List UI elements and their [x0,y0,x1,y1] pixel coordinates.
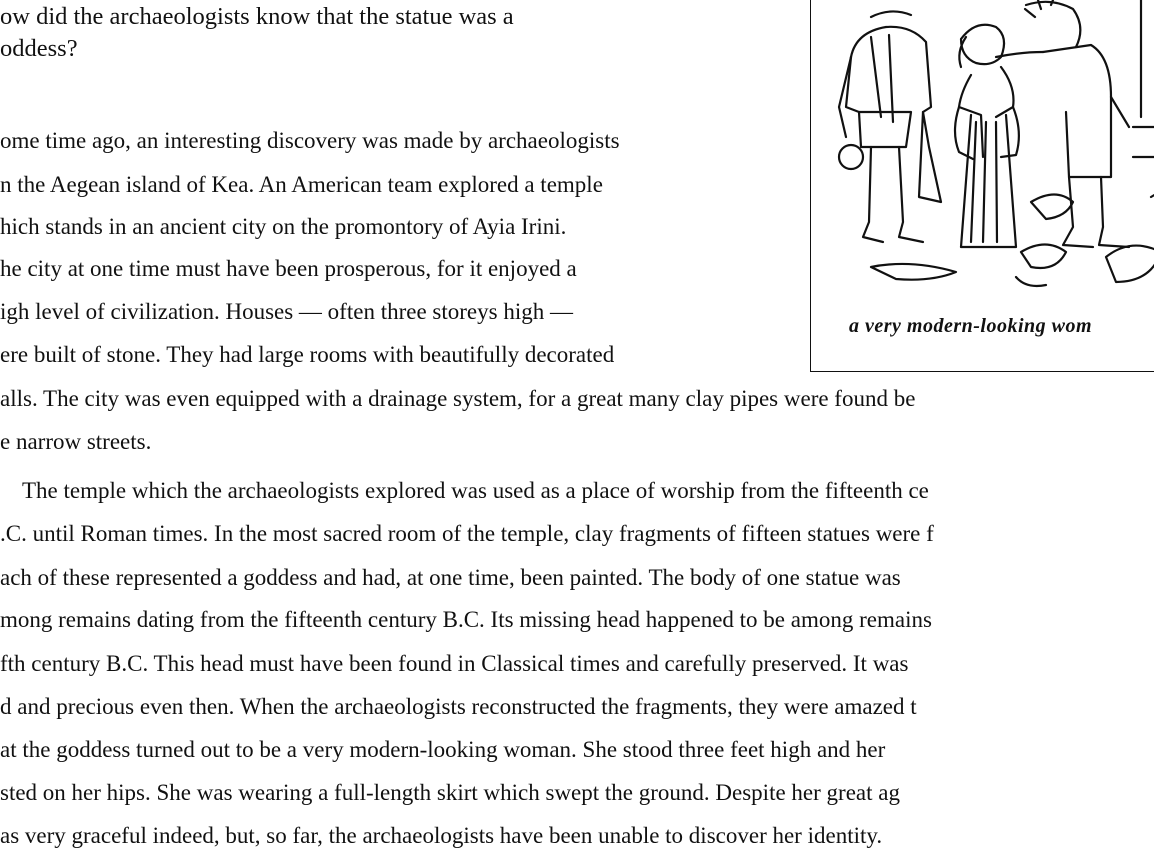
paragraph-1-line-4: he city at one time must have been prosperous, for it enjoyed a [0,256,577,281]
paragraph-2-line-3: ach of these represented a goddess and had, at one time, been painted. The body of one statue was [0,565,901,590]
paragraph-2-line-7: at the goddess turned out to be a very modern-looking woman. She stood three feet high and her [0,737,886,762]
figure-caption: a very modern-looking wom [849,315,1093,337]
paragraph-2-line-4: mong remains dating from the fifteenth century B.C. Its missing head happened to be among remains [0,607,932,632]
question-line-2: oddess? [0,35,78,62]
illustration-figure [810,0,1154,372]
paragraph-2-line-8: sted on her hips. She was wearing a full-length skirt which swept the ground. Despite her great ag [0,780,900,805]
paragraph-1-line-8: e narrow streets. [0,429,152,454]
question-line-1: ow did the archaeologists know that the statue was a [0,3,514,30]
paragraph-1-line-7: alls. The city was even equipped with a drainage system, for a great many clay pipes were found be [0,386,916,411]
paragraph-2-line-1: The temple which the archaeologists explored was used as a place of worship from the fifteenth ce [22,478,929,503]
paragraph-2-line-5: fth century B.C. This head must have been found in Classical times and carefully preserved. It was [0,651,909,676]
paragraph-2-line-9: as very graceful indeed, but, so far, the archaeologists have been unable to discover her identity. [0,823,883,848]
paragraph-1-line-6: ere built of stone. They had large rooms with beautifully decorated [0,342,615,367]
paragraph-2-line-2: .C. until Roman times. In the most sacred room of the temple, clay fragments of fifteen statues were f [0,521,934,546]
paragraph-1-line-5: igh level of civilization. Houses — often three storeys high — [0,299,573,324]
paragraph-1-line-3: hich stands in an ancient city on the promontory of Ayia Irini. [0,214,567,239]
paragraph-1-line-2: n the Aegean island of Kea. An American team explored a temple [0,172,603,197]
paragraph-2-line-6: d and precious even then. When the archaeologists reconstructed the fragments, they were amazed t [0,694,917,719]
paragraph-1-line-1: ome time ago, an interesting discovery was made by archaeologists [0,128,620,153]
